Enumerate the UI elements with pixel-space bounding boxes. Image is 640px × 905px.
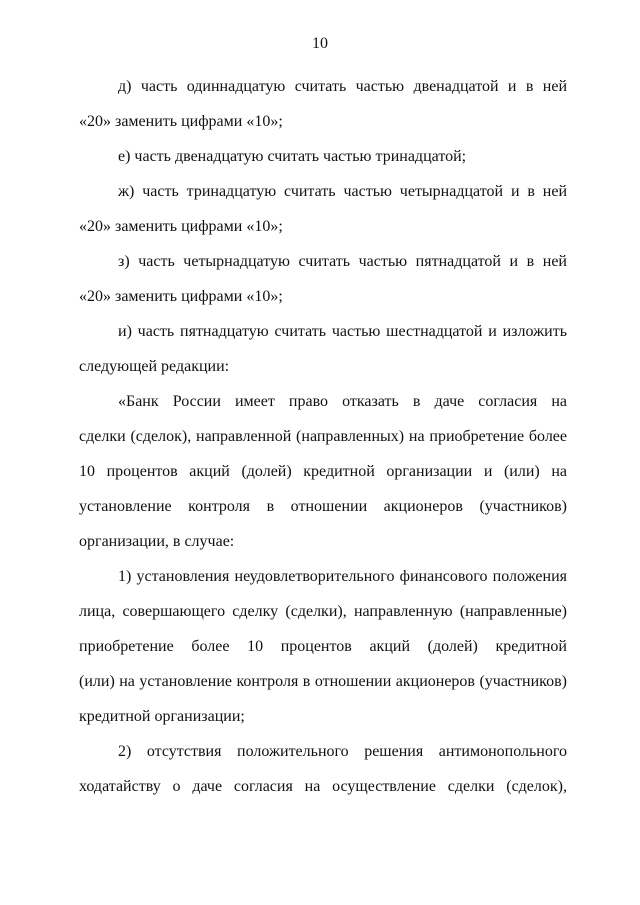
document-body — [79, 69, 567, 804]
text-line: кредитной организации; — [79, 708, 245, 725]
paragraph-item-2 — [79, 734, 567, 804]
paragraph-z — [79, 244, 567, 314]
text-line: «20» заменить цифрами «10»; — [79, 218, 283, 235]
text-line: е) часть двенадцатую считать частью тринадцатой; — [118, 148, 467, 165]
text-line: ходатайству о даче согласия на осуществление сделки (сделок), — [79, 778, 567, 795]
text-line: лица, совершающего сделку (сделки), направленную (направленные) — [79, 603, 567, 620]
text-line: следующей редакции: — [79, 358, 230, 375]
text-line: (или) на установление контроля в отношении акционеров (участников) — [79, 673, 567, 690]
paragraph-zh — [79, 174, 567, 244]
paragraph-item-1 — [79, 559, 567, 734]
text-line: з) часть четырнадцатую считать частью пятнадцатой и в ней — [118, 253, 567, 270]
text-line: установление контроля в отношении акционеров (участников) — [79, 498, 567, 515]
text-line: организации, в случае: — [79, 533, 235, 550]
page-number: 10 — [312, 35, 328, 52]
text-line: ж) часть тринадцатую считать частью четырнадцатой и в ней — [118, 183, 567, 200]
text-line: сделки (сделок), направленной (направленных) на приобретение более — [79, 428, 567, 445]
paragraph-d — [79, 69, 567, 139]
text-line: 10 процентов акций (долей) кредитной организации и (или) на — [79, 463, 567, 480]
text-line: «Банк России имеет право отказать в даче согласия на — [118, 393, 567, 410]
paragraph-e — [79, 139, 567, 174]
text-line: «20» заменить цифрами «10»; — [79, 113, 283, 130]
text-line: д) часть одиннадцатую считать частью двенадцатой и в ней — [118, 78, 567, 95]
text-line: «20» заменить цифрами «10»; — [79, 288, 283, 305]
paragraph-i — [79, 314, 567, 384]
text-line: 2) отсутствия положительного решения антимонопольного — [118, 743, 567, 760]
text-line: приобретение более 10 процентов акций (долей) кредитной — [79, 638, 567, 655]
paragraph-quote — [79, 384, 567, 559]
text-line: 1) установления неудовлетворительного финансового положения — [118, 568, 567, 585]
text-line: и) часть пятнадцатую считать частью шестнадцатой и изложить — [118, 323, 567, 340]
